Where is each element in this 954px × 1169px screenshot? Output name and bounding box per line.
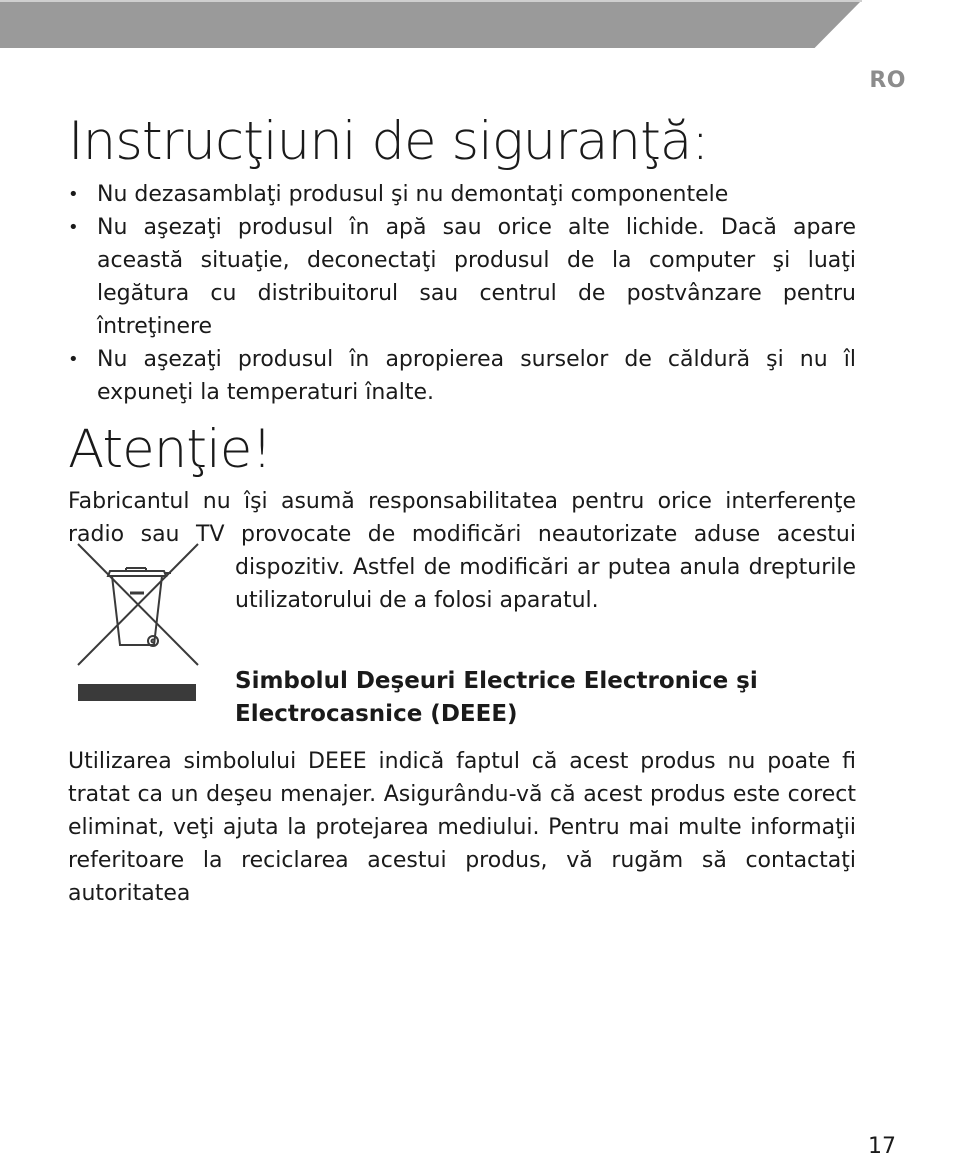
safety-title: Instrucţiuni de siguranţă: <box>68 111 709 172</box>
page-number: 17 <box>868 1134 896 1159</box>
weee-heading: Simbolul Deşeuri Electrice Electronice şi Electrocasnice (DEEE) <box>235 668 758 727</box>
safety-bullet-item: • Nu aşezaţi produsul în apă sau orice alte lichide. Dacă apare această situaţie, deconectaţi produsul de la computer şi luaţi legătura cu distribuitorul sau centrul de postvânzare pentru întreţinere <box>68 211 856 343</box>
language-tag: RO <box>869 68 906 93</box>
attention-title: Atenţie! <box>68 419 272 480</box>
weee-text: Utilizarea simbolului DEEE indică faptul că acest produs nu poate fi tratat ca un deşeu menajer. Asigurându-vă că acest produs este corect eliminat, veţi ajuta la protejarea mediului. Pentru mai multe informaţii referitoare la reciclarea acestui produs, vă rugăm să contactaţi autoritatea <box>68 749 856 906</box>
safety-bullet-item: • Nu aşezaţi produsul în apropierea surselor de căldură şi nu îl expuneţi la temperaturi înalte. <box>68 343 856 409</box>
attention-text-line-2: radio sau TV provocate de modificări neautorizate aduse acestui <box>68 522 856 547</box>
attention-text-rest: dispozitiv. Astfel de modificări ar putea anula drepturile utilizatorului de a folosi aparatul. <box>235 555 856 613</box>
header-bar <box>0 0 862 48</box>
crossed-out-wheelie-bin-icon <box>74 540 200 704</box>
header-bar-highlight <box>0 0 862 2</box>
safety-bullet-list <box>68 178 856 409</box>
attention-text-line-1: Fabricantul nu îşi asumă responsabilitatea pentru orice interferenţe <box>68 489 856 514</box>
safety-bullet-item: • Nu dezasamblaţi produsul şi nu demontaţi componentele <box>68 178 856 211</box>
